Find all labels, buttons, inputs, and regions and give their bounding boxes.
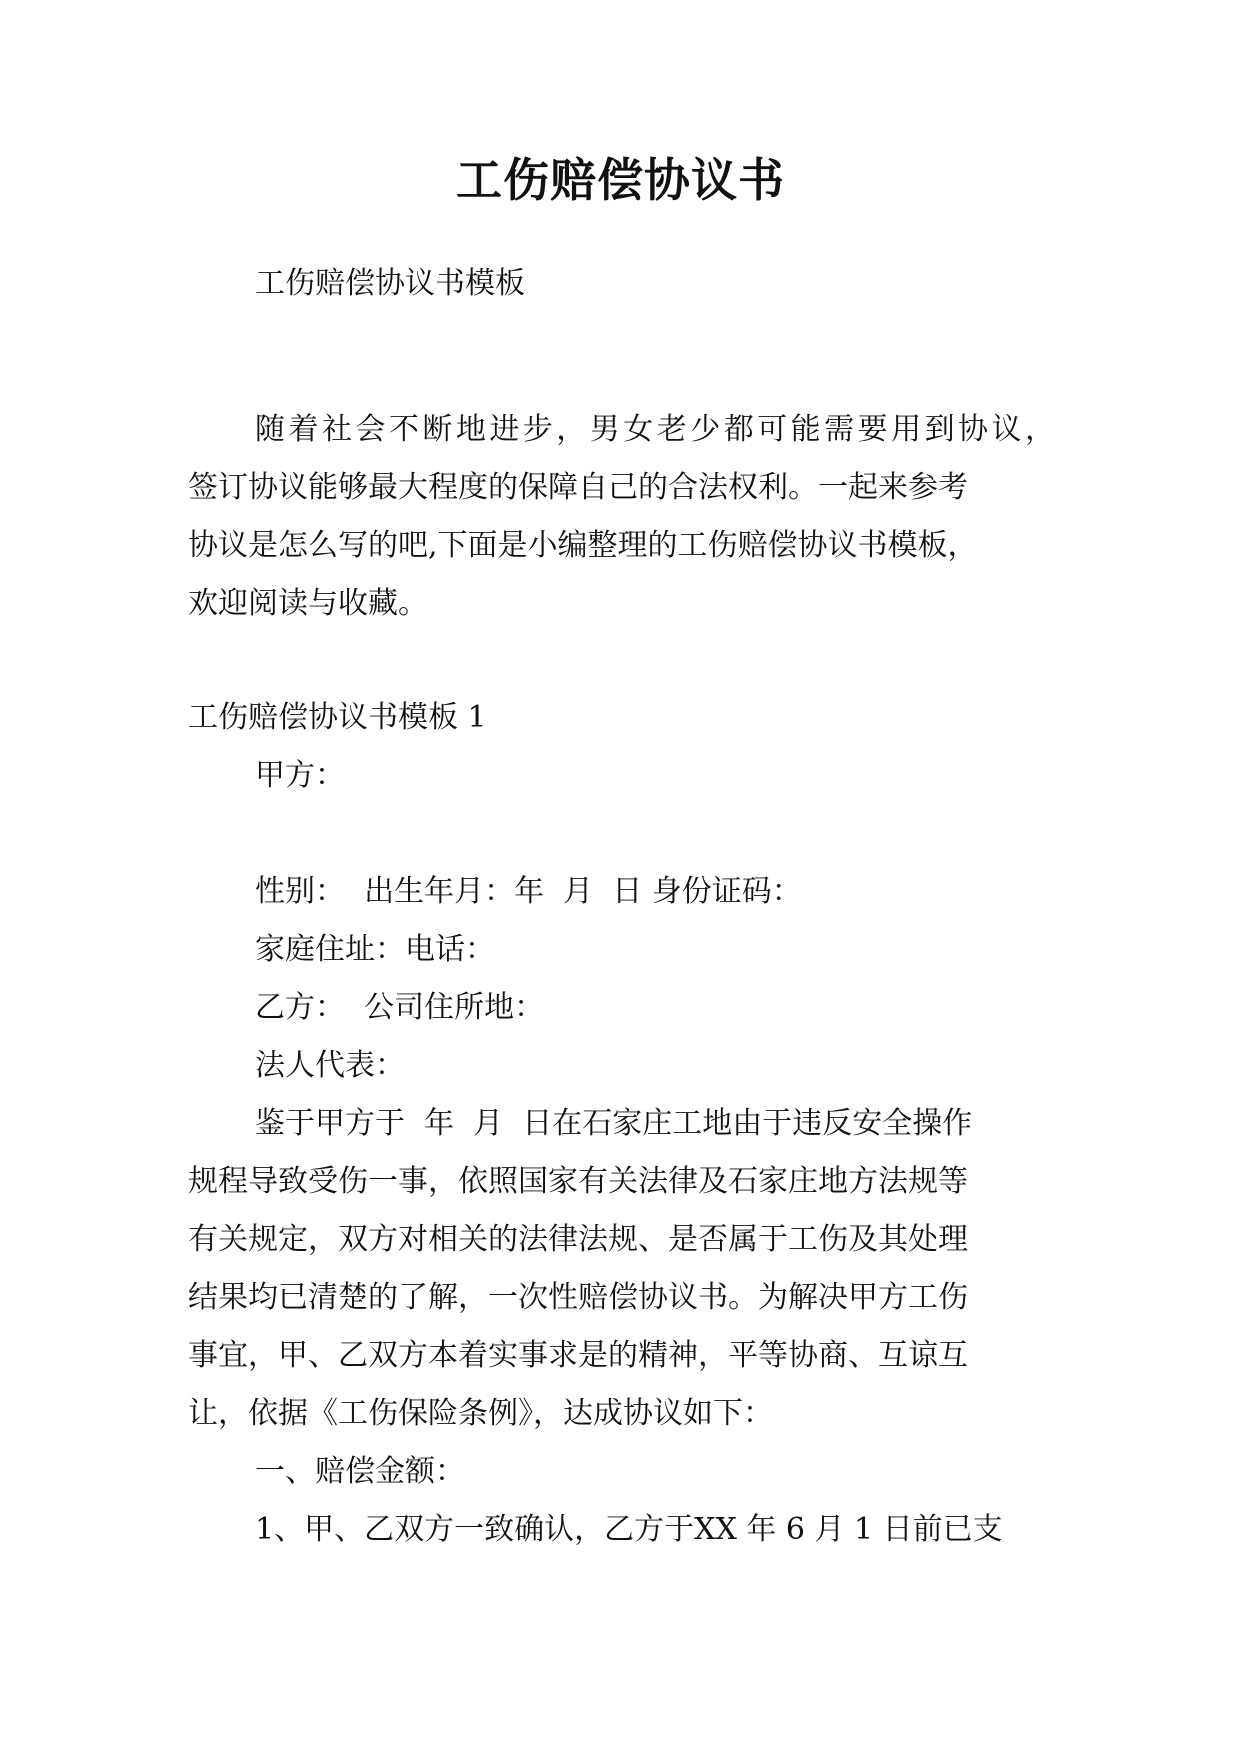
section-heading: 工伤赔偿协议书模板 1 (188, 700, 487, 735)
party-a: 甲方： (255, 758, 345, 793)
intro-line-3: 协议是怎么写的吧,下面是小编整理的工伤赔偿协议书模板， (188, 528, 978, 563)
whereas-line-6: 让，依据《工伤保险条例》，达成协议如下： (188, 1396, 773, 1431)
clause-heading: 一、赔偿金额： (255, 1454, 465, 1489)
clause-1-text: 1、甲、乙双方一致确认，乙方于XX 年 6 月 1 日前已支 (255, 1512, 1003, 1547)
document-subtitle: 工伤赔偿协议书模板 (255, 266, 525, 301)
whereas-line-2: 规程导致受伤一事，依照国家有关法律及石家庄地方法规等 (188, 1164, 968, 1199)
whereas-line-4: 结果均已清楚的了解，一次性赔偿协议书。为解决甲方工伤 (188, 1280, 968, 1315)
whereas-line-3: 有关规定，双方对相关的法律法规、是否属于工伤及其处理 (188, 1222, 968, 1257)
document-title: 工伤赔偿协议书 (456, 153, 785, 207)
whereas-line-1: 鉴于甲方于 年 月 日在石家庄工地由于违反安全操作 (255, 1106, 973, 1141)
party-b: 乙方： 公司住所地： (255, 990, 545, 1025)
intro-line-1-text: 随着社会不断地进步，男女老少都可能需要用到协议， (255, 412, 1055, 447)
whereas-line-5: 事宜，甲、乙双方本着实事求是的精神，平等协商、互谅互 (188, 1338, 968, 1373)
party-a-details: 性别： 出生年月：年 月 日 身份证码： (255, 874, 802, 909)
intro-line-2: 签订协议能够最大程度的保障自己的合法权利。一起来参考 (188, 470, 968, 505)
legal-representative: 法人代表： (255, 1048, 405, 1083)
intro-line-4: 欢迎阅读与收藏。 (188, 586, 428, 621)
address-phone: 家庭住址：电话： (255, 932, 495, 967)
intro-line-1 (255, 410, 1055, 450)
